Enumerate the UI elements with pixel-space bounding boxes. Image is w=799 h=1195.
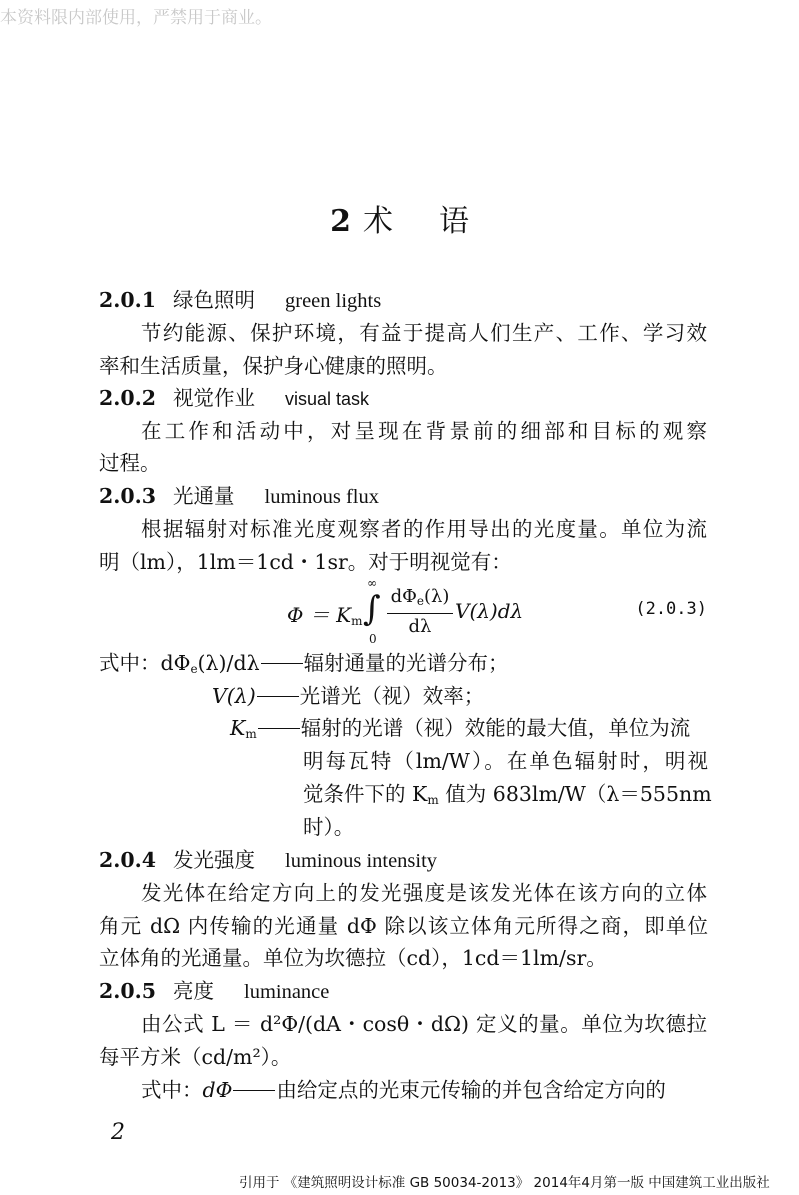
term-heading: [99, 846, 437, 875]
fraction-denominator: dλ: [408, 616, 432, 637]
where-definition: [99, 649, 509, 683]
integral-upper-limit: ∞: [367, 576, 377, 590]
fraction-numerator: $d\Phi_e(\lambda)$: [390, 586, 450, 608]
term-heading: [99, 977, 329, 1006]
term-number: 2.0.2: [99, 386, 157, 410]
term-chinese: 视觉作业: [173, 386, 255, 410]
where-definition: [212, 682, 484, 710]
where-definition: [141, 1076, 666, 1104]
equation-lhs: $\Phi = K_m$: [287, 603, 363, 628]
chapter-title-char-2: 语: [438, 204, 469, 239]
chapter-title-char-1: 术: [362, 204, 393, 239]
definition-symbol: dΦ: [202, 1078, 233, 1102]
paragraph-line: 立体角的光通量。单位为坎德拉（cd），1cd＝1lm/sr。: [99, 946, 607, 970]
paragraph-line: 过程。: [99, 451, 161, 475]
definition-symbol: V(λ): [212, 684, 256, 708]
where-definition: [230, 714, 690, 748]
paragraph-line: 由公式 L ＝ d²Φ/(dA・cosθ・dΩ) 定义的量。单位为坎德拉: [141, 1012, 707, 1036]
paragraph-line: 每平方米（cd/m²）。: [99, 1045, 292, 1069]
definition-text: 觉条件下的 $K_m$ 值为 683lm/W（λ＝555nm: [303, 782, 712, 807]
definition-text: 由给定点的光束元传输的并包含给定方向的: [276, 1078, 666, 1102]
citation-footer: 引用于 《建筑照明设计标准 GB 50034-2013》 2014年4月第一版 中国建筑工业出版社: [239, 1175, 770, 1191]
chapter-number: 2: [330, 204, 351, 239]
term-english: green lights: [285, 290, 382, 312]
term-number: 2.0.3: [99, 484, 157, 508]
paragraph-line: 明（lm），1lm＝1cd・1sr。对于明视觉有：: [99, 550, 512, 574]
definition-text: 辐射通量的光谱分布；: [303, 651, 509, 675]
equation-number: (2.0.3): [635, 599, 707, 619]
paragraph-line: 发光体在给定方向上的发光强度是该发光体在该方向的立体: [141, 881, 707, 905]
definition-symbol: $d\Phi_e(\lambda)/d\lambda$: [160, 651, 260, 676]
paragraph-line: 率和生活质量，保护身心健康的照明。: [99, 354, 448, 378]
integral-sign: ∫: [363, 589, 381, 629]
term-chinese: 亮度: [173, 979, 214, 1003]
term-heading: [99, 384, 369, 413]
term-english: luminous flux: [264, 486, 379, 508]
term-english: luminance: [244, 981, 330, 1003]
definition-text: 光谱光（视）效率；: [299, 684, 485, 708]
equation-2-0-3: [287, 576, 707, 646]
where-prefix: 式中：: [99, 651, 161, 675]
term-chinese: 光通量: [173, 484, 235, 508]
term-number: 2.0.5: [99, 979, 157, 1003]
term-english: visual task: [285, 389, 370, 409]
term-heading: [99, 286, 381, 315]
where-prefix: 式中：: [141, 1078, 203, 1102]
term-chinese: 发光强度: [173, 848, 255, 872]
term-chinese: 绿色照明: [173, 288, 255, 312]
paragraph-line: 节约能源、保护环境，有益于提高人们生产、工作、学习效: [141, 321, 707, 345]
integral-lower-limit: 0: [369, 632, 377, 646]
watermark: 本资料限内部使用，严禁用于商业。: [0, 8, 272, 28]
term-number: 2.0.1: [99, 288, 157, 312]
page-number: 2: [111, 1120, 125, 1145]
definition-text: 时）。: [303, 815, 355, 839]
definition-text: 明每瓦特（lm/W）。在单色辐射时，明视: [303, 749, 708, 773]
definition-symbol: $K_m$: [230, 716, 257, 741]
paragraph-line: 在工作和活动中，对呈现在背景前的细部和目标的观察: [141, 419, 707, 443]
paragraph-line: 角元 dΩ 内传输的光通量 dΦ 除以该立体角元所得之商，即单位: [99, 914, 708, 938]
chapter-title: [0, 196, 799, 240]
term-number: 2.0.4: [99, 848, 157, 872]
paragraph-line: 根据辐射对标准光度观察者的作用导出的光度量。单位为流: [141, 517, 707, 541]
definition-text: 辐射的光谱（视）效能的最大值，单位为流: [300, 716, 691, 740]
term-heading: [99, 482, 379, 511]
equation-rhs: V(λ)dλ: [455, 599, 524, 623]
term-english: luminous intensity: [285, 850, 438, 872]
equation-fraction: [387, 585, 453, 640]
